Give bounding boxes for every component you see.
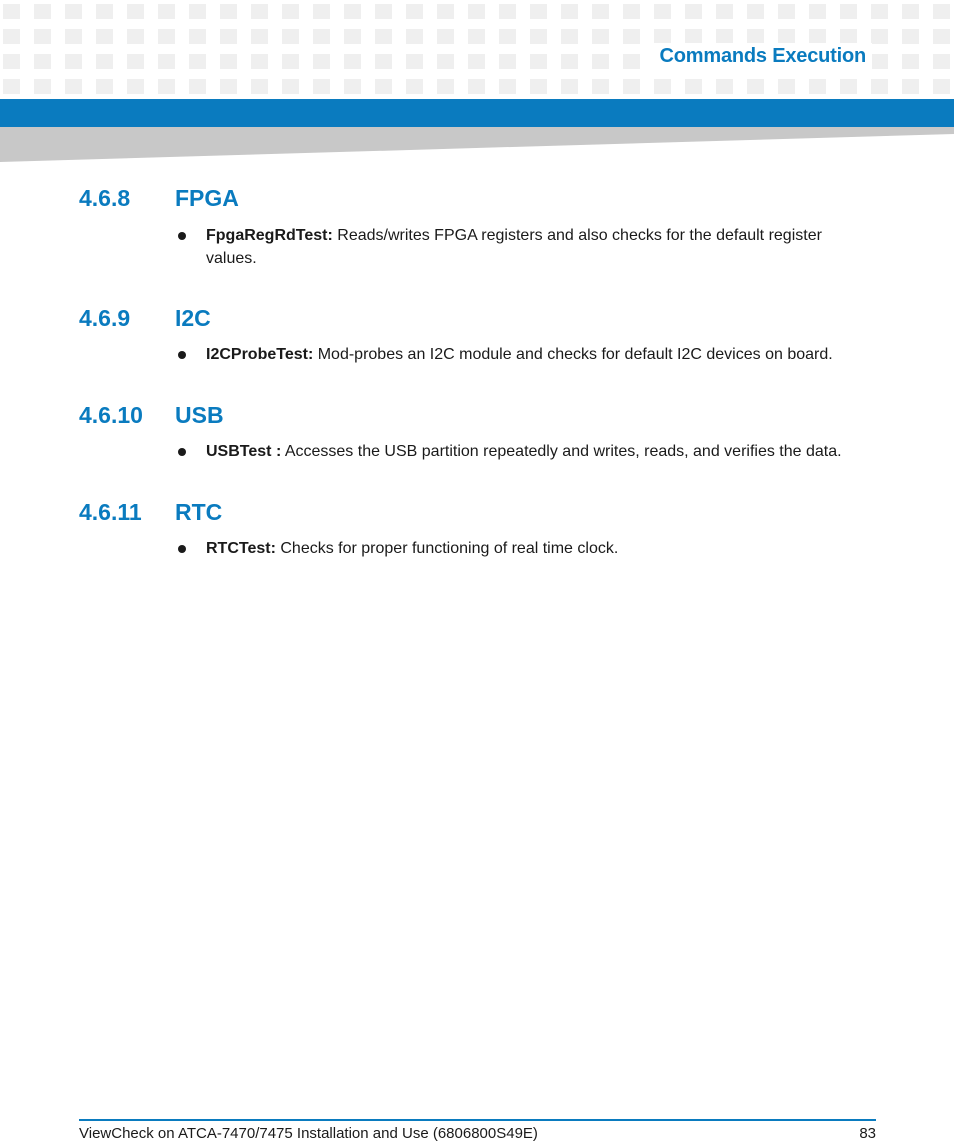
- pattern-cell: [468, 29, 485, 44]
- pattern-cell: [716, 4, 733, 19]
- pattern-cell: [313, 29, 330, 44]
- test-description: Checks for proper functioning of real time clock.: [275, 540, 619, 557]
- bullet-icon: [178, 351, 186, 359]
- list-item-text: [206, 224, 866, 270]
- pattern-cell: [251, 29, 268, 44]
- pattern-cell: [282, 54, 299, 69]
- pattern-cell: [344, 29, 361, 44]
- pattern-cell: [778, 29, 795, 44]
- bullet-icon: [178, 232, 186, 240]
- pattern-cell: [685, 29, 702, 44]
- pattern-cell: [561, 4, 578, 19]
- list-item: [178, 224, 868, 270]
- footer-divider: [79, 1119, 876, 1121]
- pattern-cell: [623, 79, 640, 94]
- pattern-cell: [716, 79, 733, 94]
- pattern-cell: [654, 79, 671, 94]
- pattern-cell: [840, 4, 857, 19]
- pattern-cell: [3, 79, 20, 94]
- pattern-cell: [530, 4, 547, 19]
- pattern-cell: [499, 29, 516, 44]
- pattern-cell: [468, 79, 485, 94]
- pattern-cell: [902, 29, 919, 44]
- pattern-cell: [65, 79, 82, 94]
- pattern-cell: [902, 54, 919, 69]
- pattern-cell: [65, 4, 82, 19]
- pattern-cell: [313, 54, 330, 69]
- pattern-cell: [65, 29, 82, 44]
- pattern-cell: [3, 4, 20, 19]
- list-item-text: [206, 440, 866, 463]
- pattern-cell: [220, 54, 237, 69]
- section-heading-fpga: [79, 184, 239, 212]
- pattern-cell: [127, 79, 144, 94]
- pattern-cell: [127, 29, 144, 44]
- footer-document-title: ViewCheck on ATCA-7470/7475 Installation and Use (6806800S49E): [79, 1125, 538, 1142]
- pattern-cell: [189, 29, 206, 44]
- pattern-cell: [654, 29, 671, 44]
- pattern-cell: [561, 29, 578, 44]
- section-heading-usb: [79, 401, 224, 429]
- list-item: [178, 343, 868, 366]
- pattern-cell: [96, 29, 113, 44]
- test-name: FpgaRegRdTest:: [206, 227, 333, 244]
- pattern-cell: [251, 79, 268, 94]
- pattern-cell: [406, 4, 423, 19]
- pattern-cell: [778, 79, 795, 94]
- pattern-cell: [158, 79, 175, 94]
- list-item: [178, 440, 868, 463]
- pattern-cell: [530, 79, 547, 94]
- bullet-icon: [178, 448, 186, 456]
- pattern-cell: [592, 29, 609, 44]
- pattern-cell: [716, 29, 733, 44]
- pattern-cell: [158, 4, 175, 19]
- pattern-cell: [933, 54, 950, 69]
- pattern-cell: [375, 4, 392, 19]
- pattern-cell: [3, 54, 20, 69]
- pattern-cell: [902, 4, 919, 19]
- list-item-text: [206, 343, 866, 366]
- pattern-cell: [375, 54, 392, 69]
- pattern-cell: [871, 79, 888, 94]
- pattern-cell: [34, 79, 51, 94]
- header-wedge: [0, 127, 954, 165]
- pattern-cell: [406, 29, 423, 44]
- pattern-cell: [375, 29, 392, 44]
- pattern-cell: [96, 4, 113, 19]
- test-description: Reads/writes FPGA registers and also checks for the default register values.: [206, 227, 822, 267]
- section-number: 4.6.11: [79, 499, 142, 525]
- page-number: 83: [859, 1125, 876, 1142]
- pattern-cell: [840, 29, 857, 44]
- pattern-cell: [871, 4, 888, 19]
- pattern-cell: [158, 29, 175, 44]
- pattern-cell: [592, 79, 609, 94]
- pattern-cell: [158, 54, 175, 69]
- section-title: RTC: [175, 499, 223, 525]
- pattern-cell: [623, 29, 640, 44]
- test-description: Mod-probes an I2C module and checks for default I2C devices on board.: [313, 346, 833, 363]
- pattern-cell: [282, 79, 299, 94]
- pattern-cell: [747, 79, 764, 94]
- section-title: USB: [175, 402, 224, 428]
- pattern-cell: [251, 54, 268, 69]
- pattern-cell: [34, 29, 51, 44]
- section-heading-i2c: [79, 304, 211, 332]
- pattern-cell: [530, 29, 547, 44]
- pattern-cell: [809, 4, 826, 19]
- pattern-cell: [933, 79, 950, 94]
- section-number: 4.6.9: [79, 305, 131, 331]
- pattern-cell: [375, 79, 392, 94]
- pattern-cell: [189, 4, 206, 19]
- pattern-cell: [437, 29, 454, 44]
- pattern-cell: [220, 29, 237, 44]
- wedge-shape: [0, 127, 954, 162]
- pattern-cell: [406, 79, 423, 94]
- pattern-cell: [96, 79, 113, 94]
- section-title: FPGA: [175, 185, 239, 211]
- pattern-cell: [406, 54, 423, 69]
- test-name: USBTest :: [206, 443, 282, 460]
- pattern-cell: [468, 54, 485, 69]
- pattern-cell: [437, 79, 454, 94]
- pattern-cell: [251, 4, 268, 19]
- pattern-cell: [778, 4, 795, 19]
- test-name: I2CProbeTest:: [206, 346, 314, 363]
- pattern-cell: [220, 79, 237, 94]
- section-number: 4.6.10: [79, 402, 143, 428]
- pattern-cell: [344, 4, 361, 19]
- pattern-cell: [220, 4, 237, 19]
- pattern-cell: [809, 79, 826, 94]
- pattern-cell: [561, 54, 578, 69]
- bullet-icon: [178, 545, 186, 553]
- pattern-cell: [313, 4, 330, 19]
- list-item-text: [206, 537, 866, 560]
- pattern-cell: [623, 4, 640, 19]
- pattern-cell: [3, 29, 20, 44]
- pattern-cell: [127, 54, 144, 69]
- pattern-cell: [530, 54, 547, 69]
- chapter-title: Commands Execution: [654, 43, 872, 69]
- pattern-cell: [685, 79, 702, 94]
- pattern-cell: [437, 54, 454, 69]
- pattern-cell: [499, 4, 516, 19]
- pattern-cell: [34, 4, 51, 19]
- test-name: RTCTest:: [206, 540, 276, 557]
- pattern-cell: [313, 79, 330, 94]
- pattern-cell: [499, 54, 516, 69]
- pattern-cell: [840, 79, 857, 94]
- pattern-cell: [933, 29, 950, 44]
- pattern-cell: [654, 4, 671, 19]
- pattern-cell: [282, 29, 299, 44]
- pattern-cell: [282, 4, 299, 19]
- header-band: [0, 99, 954, 127]
- section-heading-rtc: [79, 498, 222, 526]
- section-title: I2C: [175, 305, 211, 331]
- pattern-cell: [747, 4, 764, 19]
- pattern-cell: [592, 54, 609, 69]
- section-number: 4.6.8: [79, 185, 131, 211]
- pattern-cell: [344, 54, 361, 69]
- pattern-cell: [623, 54, 640, 69]
- pattern-cell: [685, 4, 702, 19]
- pattern-cell: [189, 54, 206, 69]
- pattern-cell: [871, 54, 888, 69]
- pattern-cell: [34, 54, 51, 69]
- pattern-cell: [561, 79, 578, 94]
- test-description: Accesses the USB partition repeatedly and writes, reads, and verifies the data.: [281, 443, 842, 460]
- list-item: [178, 537, 868, 560]
- pattern-cell: [127, 4, 144, 19]
- pattern-cell: [592, 4, 609, 19]
- pattern-cell: [189, 79, 206, 94]
- pattern-cell: [747, 29, 764, 44]
- pattern-cell: [871, 29, 888, 44]
- pattern-cell: [933, 4, 950, 19]
- pattern-cell: [499, 79, 516, 94]
- pattern-cell: [437, 4, 454, 19]
- pattern-cell: [344, 79, 361, 94]
- pattern-cell: [809, 29, 826, 44]
- pattern-cell: [902, 79, 919, 94]
- pattern-cell: [96, 54, 113, 69]
- pattern-cell: [65, 54, 82, 69]
- pattern-cell: [468, 4, 485, 19]
